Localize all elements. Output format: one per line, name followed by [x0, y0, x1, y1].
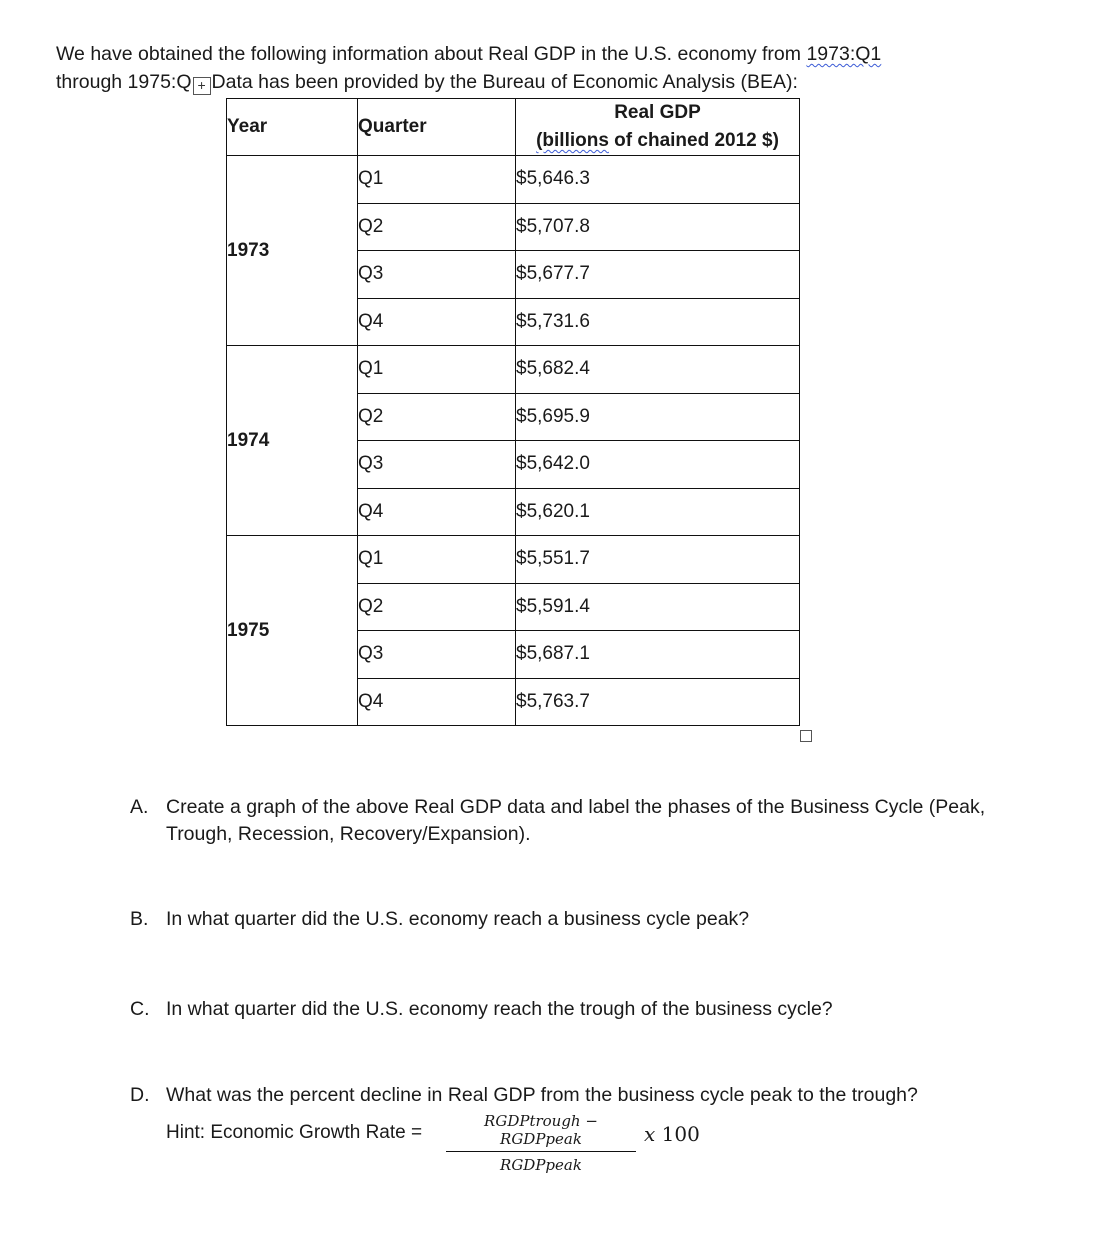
real-gdp-value-cell: $5,551.7: [516, 536, 800, 584]
hint-multiplier: x 100: [644, 1122, 700, 1146]
real-gdp-value-cell: $5,677.7: [516, 251, 800, 299]
year-cell: 1975: [227, 536, 358, 726]
table-row: [227, 346, 800, 394]
hint-lead: Hint: Economic Growth Rate =: [166, 1122, 423, 1143]
table-row: [227, 536, 800, 584]
table-resize-handle-icon[interactable]: [800, 730, 812, 742]
quarter-cell: Q3: [358, 631, 516, 679]
table-move-handle-icon[interactable]: +: [193, 77, 211, 95]
year-cell: 1974: [227, 346, 358, 536]
quarter-cell: Q2: [358, 583, 516, 631]
quarter-cell: Q2: [358, 203, 516, 251]
real-gdp-value-cell: $5,620.1: [516, 488, 800, 536]
header-real-gdp: Real GDP (billions of chained 2012 $): [516, 99, 800, 156]
quarter-cell: Q4: [358, 488, 516, 536]
quarter-cell: Q2: [358, 393, 516, 441]
real-gdp-value-cell: $5,731.6: [516, 298, 800, 346]
header-quarter: Quarter: [358, 99, 516, 156]
year-cell: 1973: [227, 156, 358, 346]
real-gdp-value-cell: $5,707.8: [516, 203, 800, 251]
quarter-cell: Q1: [358, 536, 516, 584]
real-gdp-value-cell: $5,646.3: [516, 156, 800, 204]
quarter-cell: Q3: [358, 441, 516, 489]
real-gdp-table: [226, 98, 800, 726]
quarter-cell: Q1: [358, 346, 516, 394]
real-gdp-value-cell: $5,642.0: [516, 441, 800, 489]
spellcheck-underlined-date: 1973:Q1: [806, 43, 882, 65]
hint-fraction: [446, 1112, 636, 1174]
header-year: Year: [227, 99, 358, 156]
quarter-cell: Q4: [358, 678, 516, 726]
intro-line-1: We have obtained the following information about Real GDP in the U.S. economy from 1973:Q1: [56, 43, 882, 65]
real-gdp-value-cell: $5,591.4: [516, 583, 800, 631]
real-gdp-value-cell: $5,763.7: [516, 678, 800, 726]
real-gdp-value-cell: $5,682.4: [516, 346, 800, 394]
table-row: [227, 156, 800, 204]
intro-line-2: through 1975:Q + Data has been provided by the Bureau of Economic Analysis (BEA):: [56, 71, 798, 93]
hint-denominator: RGDPpeak: [500, 1156, 582, 1174]
quarter-cell: Q3: [358, 251, 516, 299]
hint-numerator: RGDPtrough − RGDPpeak: [446, 1112, 636, 1152]
real-gdp-value-cell: $5,687.1: [516, 631, 800, 679]
quarter-cell: Q1: [358, 156, 516, 204]
quarter-cell: Q4: [358, 298, 516, 346]
table-header-row: [227, 99, 800, 156]
real-gdp-value-cell: $5,695.9: [516, 393, 800, 441]
intro-paragraph: [56, 40, 1056, 96]
growth-rate-hint: [166, 1112, 766, 1174]
